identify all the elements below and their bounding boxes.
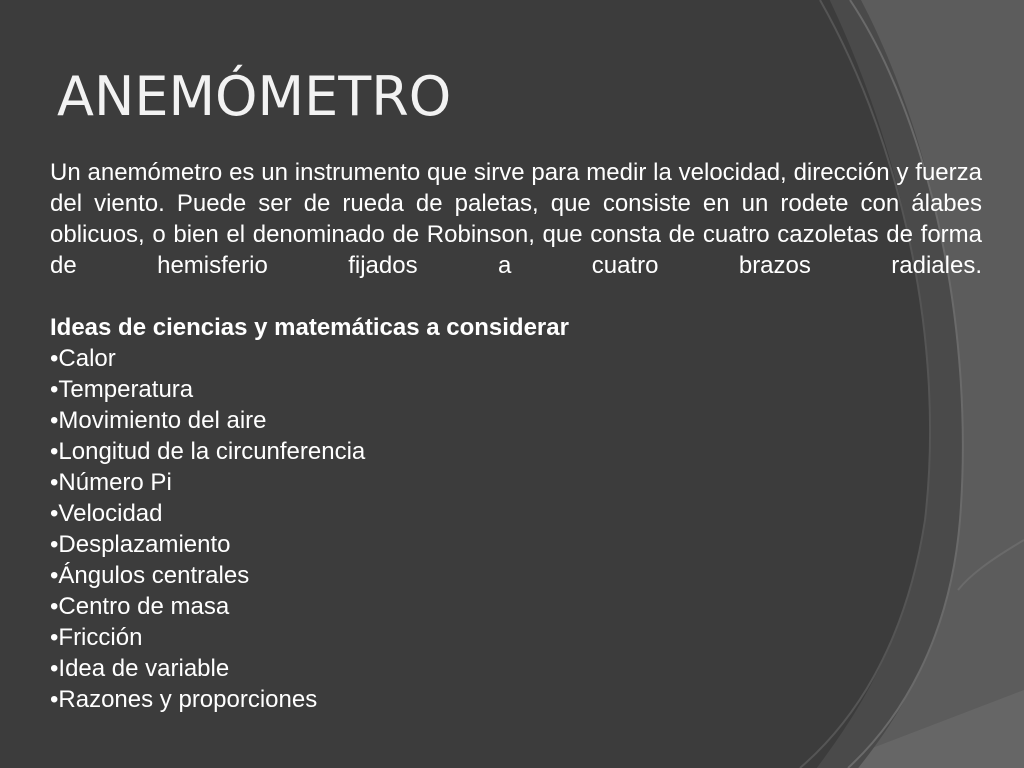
bullet-icon: •	[50, 655, 59, 682]
list-item-text: Velocidad	[58, 500, 163, 527]
bullet-icon: •	[50, 345, 59, 372]
list-item	[50, 653, 982, 684]
bullet-icon: •	[50, 407, 59, 434]
list-item	[50, 529, 982, 560]
bullet-icon: •	[50, 593, 59, 620]
list-heading: Ideas de ciencias y matemáticas a considerar	[50, 314, 569, 341]
bullet-icon: •	[50, 531, 59, 558]
list-item	[50, 436, 982, 467]
bullet-icon: •	[50, 686, 59, 713]
bullet-icon: •	[50, 562, 59, 589]
list-item	[50, 622, 982, 653]
list-item-text: Idea de variable	[58, 655, 230, 682]
list-item-text: Número Pi	[58, 469, 172, 496]
list-item	[50, 560, 982, 591]
list-item	[50, 498, 982, 529]
slide-title: ANEMÓMETRO	[57, 65, 452, 128]
list-item	[50, 684, 982, 715]
list-item	[50, 467, 982, 498]
list-item-text: Longitud de la circunferencia	[58, 438, 366, 465]
slide-content	[50, 157, 982, 715]
ideas-list	[50, 343, 982, 715]
list-item	[50, 374, 982, 405]
bullet-icon: •	[50, 500, 59, 527]
list-item	[50, 591, 982, 622]
list-item-text: Centro de masa	[58, 593, 230, 620]
bullet-icon: •	[50, 624, 59, 651]
list-item-text: Calor	[58, 345, 116, 372]
bullet-icon: •	[50, 438, 59, 465]
list-item	[50, 405, 982, 436]
bullet-icon: •	[50, 469, 59, 496]
list-item-text: Desplazamiento	[58, 531, 231, 558]
description-paragraph: Un anemómetro es un instrumento que sirve para medir la velocidad, dirección y fuerza del viento. Puede ser de rueda de paletas, que consiste en un rodete con álabes oblicuos, o bien el denominado de Robinson, que consta de cuatro cazoletas de forma de hemisferio fijados a cuatro brazos radiales.	[50, 159, 982, 279]
list-item-text: Razones y proporciones	[58, 686, 318, 713]
list-item-text: Movimiento del aire	[58, 407, 267, 434]
list-item-text: Temperatura	[58, 376, 194, 403]
list-item-text: Ángulos centrales	[58, 562, 250, 589]
list-item	[50, 343, 982, 374]
spacer	[50, 281, 982, 312]
bullet-icon: •	[50, 376, 59, 403]
list-item-text: Fricción	[58, 624, 143, 651]
